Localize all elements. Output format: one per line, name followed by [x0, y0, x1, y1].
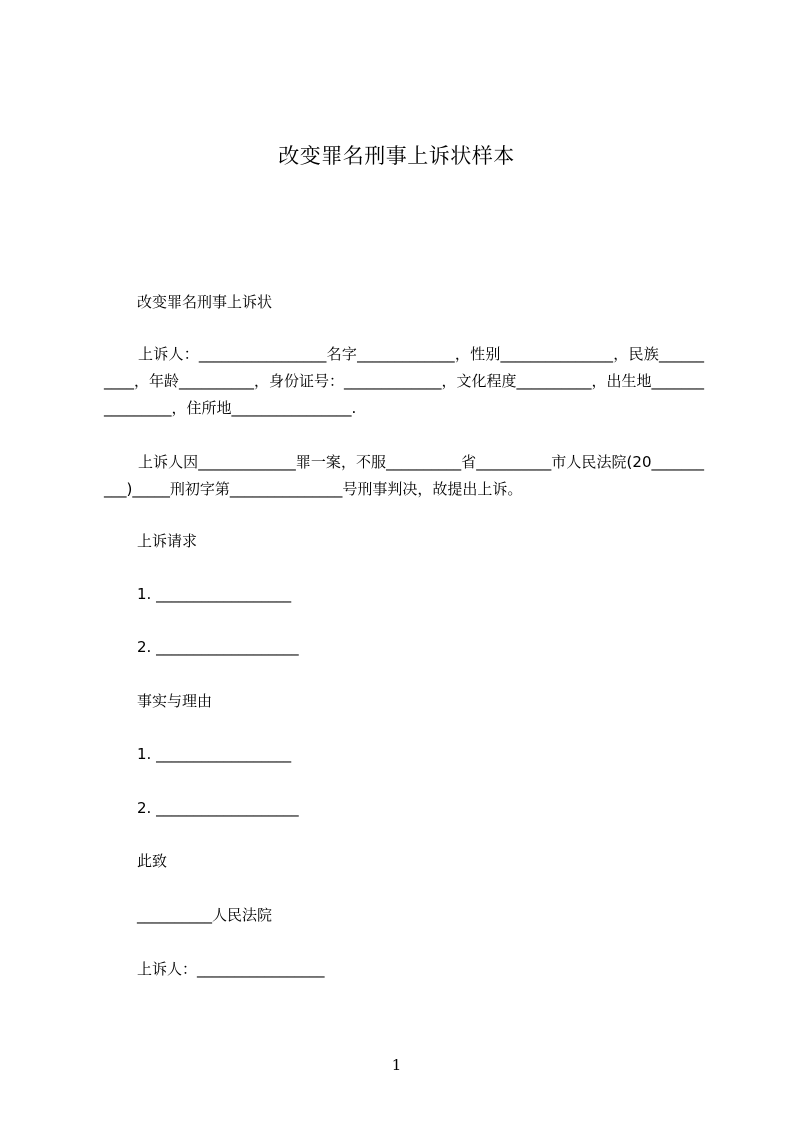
- appellant-info-paragraph: 上诉人：_________________名字_____________，性别_______________，民族__________，年龄__________，身份证号：_____________，文化程度__________，出生地________________，住所地________________.: [104, 345, 705, 417]
- signature-line: 上诉人：_________________: [137, 960, 325, 978]
- appeal-reason-paragraph: 上诉人因_____________罪一案，不服__________省__________市人民法院(20__________)_____刑初字第_______________号刑事判决，故提出上诉。: [104, 453, 704, 498]
- fact-item-2: 2. ___________________: [137, 799, 299, 817]
- request-item-1: 1. __________________: [137, 585, 292, 603]
- closing-text: 此致: [137, 852, 168, 870]
- facts-heading: 事实与理由: [137, 692, 213, 710]
- request-item-2: 2. ___________________: [137, 638, 299, 656]
- document-title: 改变罪名刑事上诉状样本: [278, 144, 515, 168]
- section-heading: 改变罪名刑事上诉状: [137, 293, 273, 311]
- court-name-line: __________人民法院: [137, 906, 273, 924]
- page-number: 1: [391, 1056, 402, 1074]
- requests-heading: 上诉请求: [137, 532, 198, 550]
- fact-item-1: 1. __________________: [137, 745, 292, 763]
